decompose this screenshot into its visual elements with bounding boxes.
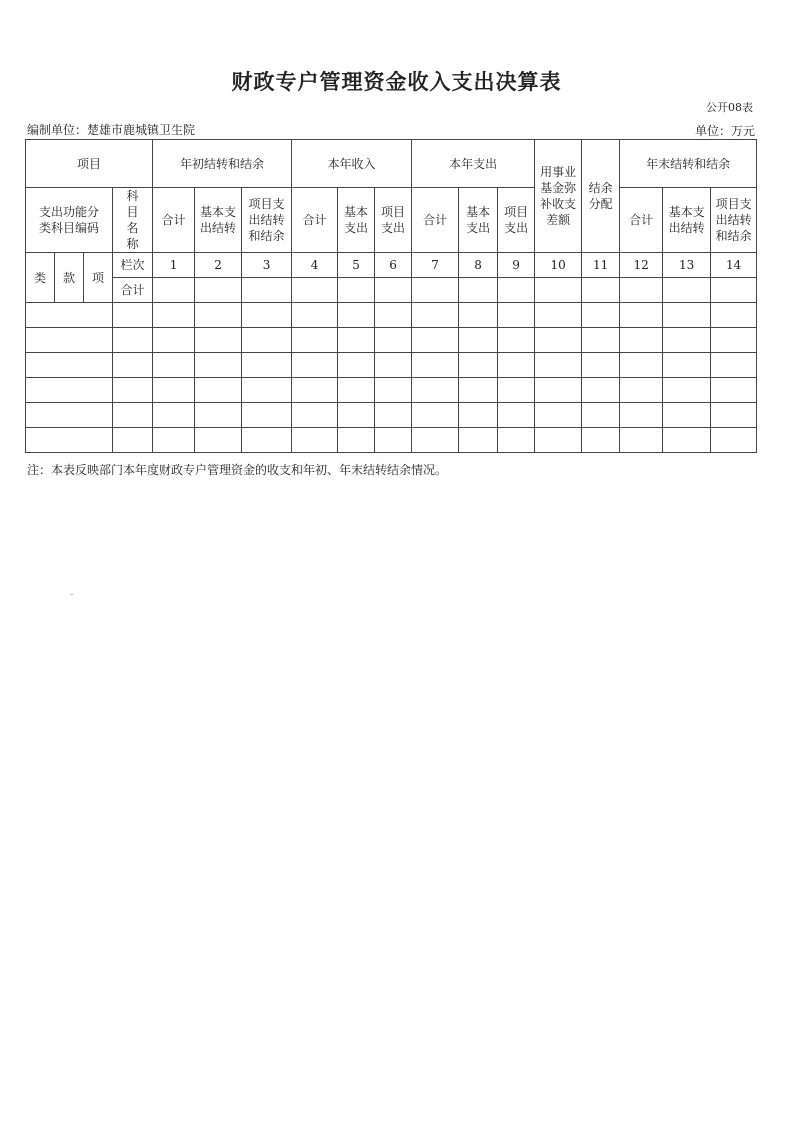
table-cell <box>535 353 582 378</box>
page-title: 财政专户管理资金收入支出决算表 <box>231 69 562 94</box>
table-cell <box>195 353 242 378</box>
table-cell <box>663 303 711 328</box>
table-cell <box>412 303 459 328</box>
header-begin-total: 合计 <box>153 188 195 253</box>
header-row-1 <box>26 140 757 188</box>
total-row-label: 合计 <box>113 278 153 303</box>
table-cell <box>113 353 153 378</box>
table-cell <box>620 353 663 378</box>
table-cell <box>292 328 338 353</box>
table-cell <box>113 403 153 428</box>
table-cell <box>459 328 498 353</box>
table-cell <box>620 278 663 303</box>
header-begin-project: 项目支出结转和结余 <box>242 188 292 253</box>
table-cell <box>338 378 375 403</box>
table-cell <box>711 278 757 303</box>
table-cell <box>195 328 242 353</box>
table-cell <box>375 328 412 353</box>
table-cell <box>26 303 113 328</box>
table-cell <box>663 428 711 453</box>
header-col-no: 栏次 <box>113 253 153 278</box>
table-cell <box>242 403 292 428</box>
table-cell <box>412 403 459 428</box>
table-cell <box>498 378 535 403</box>
table-cell <box>535 378 582 403</box>
col-number: 9 <box>498 253 535 278</box>
table-cell <box>338 328 375 353</box>
table-row <box>26 403 757 428</box>
table-cell <box>535 403 582 428</box>
table-cell <box>26 428 113 453</box>
table-cell <box>535 428 582 453</box>
table-cell <box>113 378 153 403</box>
col-number: 13 <box>663 253 711 278</box>
table-cell <box>711 403 757 428</box>
table-cell <box>292 353 338 378</box>
table-cell <box>195 378 242 403</box>
table-cell <box>113 328 153 353</box>
table-cell <box>459 303 498 328</box>
table-cell <box>153 378 195 403</box>
table-cell <box>153 353 195 378</box>
header-fund-compensation: 用事业基金弥补收支差额 <box>535 140 582 253</box>
table-cell <box>711 378 757 403</box>
header-lei: 类 <box>26 253 55 303</box>
table-cell <box>26 353 113 378</box>
scan-artifact <box>70 594 73 595</box>
table-cell <box>113 428 153 453</box>
table-row <box>26 378 757 403</box>
header-func-code: 支出功能分类科目编码 <box>26 188 113 253</box>
table-cell <box>582 353 620 378</box>
table-cell <box>195 403 242 428</box>
col-number: 14 <box>711 253 757 278</box>
header-expense-total: 合计 <box>412 188 459 253</box>
table-cell <box>459 428 498 453</box>
col-number: 1 <box>153 253 195 278</box>
table-cell <box>711 353 757 378</box>
table-row <box>26 328 757 353</box>
table-cell <box>582 278 620 303</box>
header-subject-name: 科目名称 <box>113 188 153 253</box>
table-cell <box>459 378 498 403</box>
header-row-2 <box>26 188 757 253</box>
table-cell <box>242 303 292 328</box>
table-cell <box>498 428 535 453</box>
header-income-basic: 基本支出 <box>338 188 375 253</box>
table-cell <box>620 403 663 428</box>
table-cell <box>375 303 412 328</box>
table-cell <box>582 303 620 328</box>
table-cell <box>535 303 582 328</box>
col-number: 8 <box>459 253 498 278</box>
table-cell <box>292 278 338 303</box>
header-expense: 本年支出 <box>412 140 535 188</box>
table-cell <box>338 353 375 378</box>
organization-label: 编制单位：楚雄市鹿城镇卫生院 <box>27 123 196 137</box>
table-cell <box>292 378 338 403</box>
header-expense-project: 项目支出 <box>498 188 535 253</box>
col-number: 7 <box>412 253 459 278</box>
header-kuan: 款 <box>55 253 84 303</box>
table-cell <box>153 428 195 453</box>
table-cell <box>663 278 711 303</box>
col-number: 6 <box>375 253 412 278</box>
table-cell <box>663 353 711 378</box>
table-cell <box>711 428 757 453</box>
table-cell <box>338 403 375 428</box>
table-cell <box>412 353 459 378</box>
table-cell <box>412 378 459 403</box>
table-cell <box>498 328 535 353</box>
table-cell <box>663 328 711 353</box>
header-end-balance: 年末结转和结余 <box>620 140 757 188</box>
table-cell <box>459 403 498 428</box>
table-cell <box>582 428 620 453</box>
table-cell <box>338 278 375 303</box>
table-row <box>26 428 757 453</box>
table-row <box>26 303 757 328</box>
header-expense-basic: 基本支出 <box>459 188 498 253</box>
col-number: 3 <box>242 253 292 278</box>
table-cell <box>620 428 663 453</box>
footnote: 注：本表反映部门本年度财政专户管理资金的收支和年初、年末结转结余情况。 <box>27 463 448 477</box>
table-cell <box>338 303 375 328</box>
table-cell <box>582 328 620 353</box>
table-cell <box>153 328 195 353</box>
header-surplus-allocation: 结余分配 <box>582 140 620 253</box>
form-code: 公开08表 <box>706 101 753 114</box>
table-cell <box>153 278 195 303</box>
header-xiang: 项 <box>84 253 113 303</box>
table-cell <box>412 278 459 303</box>
table-cell <box>535 278 582 303</box>
table-cell <box>242 378 292 403</box>
table-cell <box>620 303 663 328</box>
table-cell <box>242 278 292 303</box>
table-cell <box>663 378 711 403</box>
table-cell <box>195 278 242 303</box>
total-row <box>26 278 757 303</box>
table-cell <box>663 403 711 428</box>
table-cell <box>620 328 663 353</box>
col-number: 11 <box>582 253 620 278</box>
table-cell <box>26 328 113 353</box>
header-end-basic: 基本支出结转 <box>663 188 711 253</box>
table-cell <box>375 378 412 403</box>
budget-table <box>25 139 757 453</box>
table-cell <box>242 353 292 378</box>
table-cell <box>375 278 412 303</box>
table-cell <box>498 403 535 428</box>
table-cell <box>242 328 292 353</box>
table-row <box>26 353 757 378</box>
header-begin-basic: 基本支出结转 <box>195 188 242 253</box>
table-cell <box>459 278 498 303</box>
table-cell <box>26 378 113 403</box>
table-cell <box>412 428 459 453</box>
table-cell <box>498 353 535 378</box>
currency-unit-label: 单位：万元 <box>694 124 755 138</box>
table-cell <box>195 303 242 328</box>
empty-rows <box>26 303 757 453</box>
table-cell <box>375 353 412 378</box>
table-cell <box>242 428 292 453</box>
table-cell <box>535 328 582 353</box>
table-cell <box>375 428 412 453</box>
table-cell <box>292 403 338 428</box>
table-cell <box>711 328 757 353</box>
header-begin-balance: 年初结转和结余 <box>153 140 292 188</box>
col-number: 5 <box>338 253 375 278</box>
table-cell <box>582 403 620 428</box>
table-cell <box>412 328 459 353</box>
table-cell <box>153 303 195 328</box>
table-cell <box>153 403 195 428</box>
table-cell <box>375 403 412 428</box>
column-number-row <box>26 253 757 278</box>
table-cell <box>292 303 338 328</box>
header-income-project: 项目支出 <box>375 188 412 253</box>
header-income: 本年收入 <box>292 140 412 188</box>
header-project: 项目 <box>26 140 153 188</box>
table-cell <box>113 303 153 328</box>
col-number: 4 <box>292 253 338 278</box>
table-cell <box>498 303 535 328</box>
table-cell <box>498 278 535 303</box>
header-end-project: 项目支出结转和结余 <box>711 188 757 253</box>
table-cell <box>620 378 663 403</box>
col-number: 12 <box>620 253 663 278</box>
col-number: 10 <box>535 253 582 278</box>
table-cell <box>338 428 375 453</box>
table-cell <box>582 378 620 403</box>
table-cell <box>26 403 113 428</box>
table-cell <box>292 428 338 453</box>
col-number: 2 <box>195 253 242 278</box>
table-cell <box>195 428 242 453</box>
table-cell <box>711 303 757 328</box>
header-income-total: 合计 <box>292 188 338 253</box>
header-end-total: 合计 <box>620 188 663 253</box>
table-cell <box>459 353 498 378</box>
